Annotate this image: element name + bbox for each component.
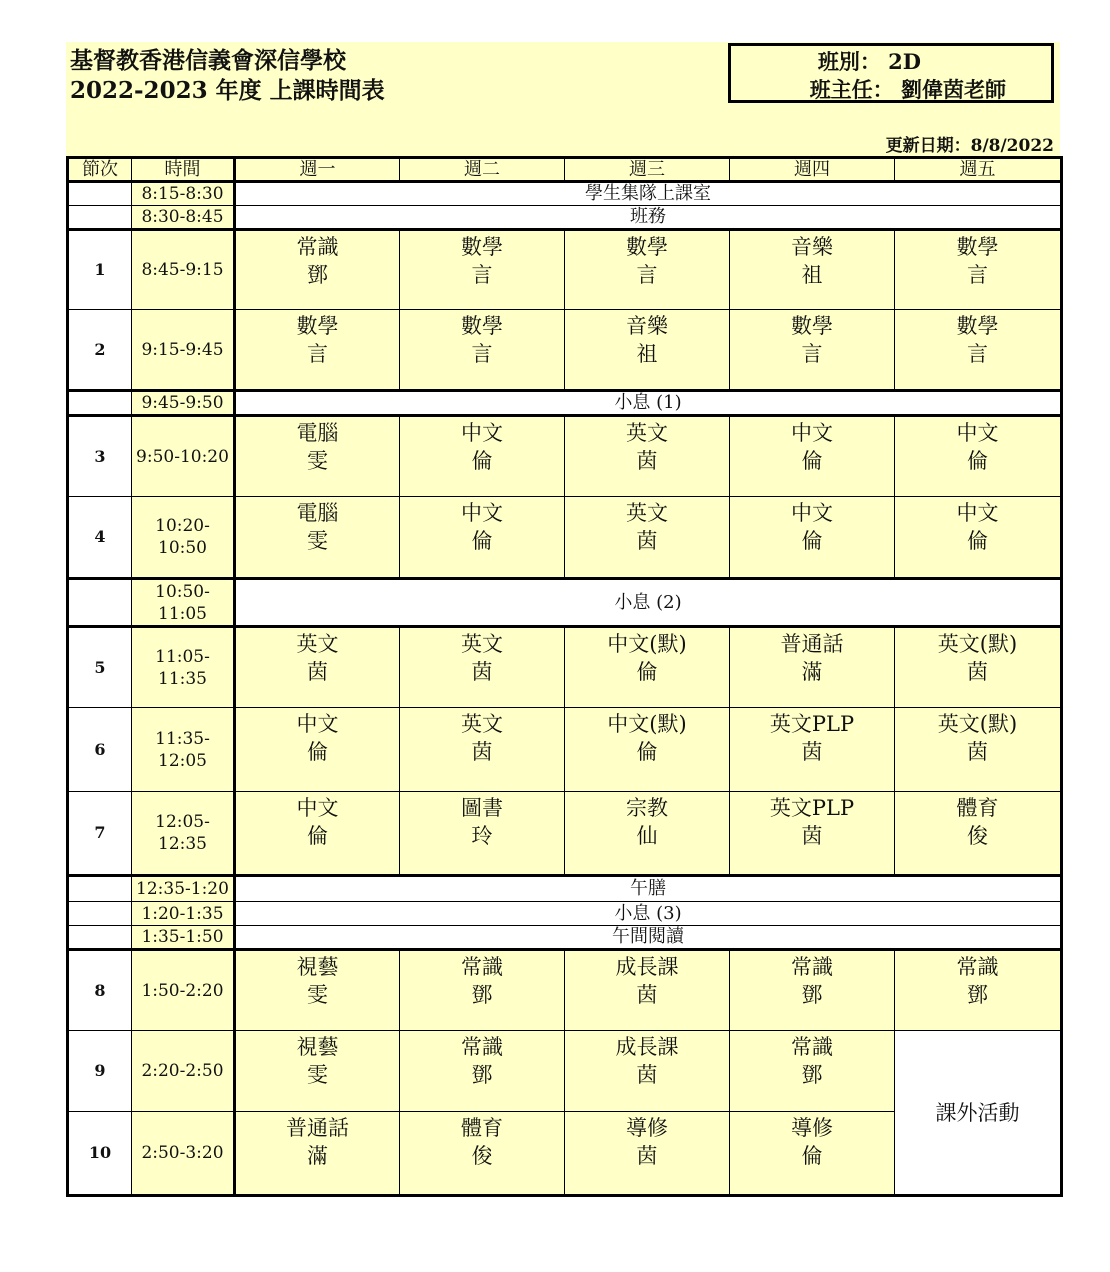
period-number <box>68 391 132 416</box>
extracurricular-cell: 課外活動 <box>895 1031 1062 1196</box>
lesson-cell <box>730 950 895 1031</box>
subject-name: 數學 <box>956 314 999 338</box>
class-name: 2D <box>888 49 921 74</box>
subject-name: 數學 <box>461 314 503 338</box>
lesson-cell <box>235 792 400 876</box>
teacher-name: 茵 <box>967 660 988 684</box>
timetable-header-row <box>68 158 1062 182</box>
subject-name: 常識 <box>461 955 503 979</box>
lesson-cell <box>400 950 565 1031</box>
teacher-name: 茵 <box>967 740 988 764</box>
teacher-name: 言 <box>967 342 988 366</box>
period-number: 1 <box>68 230 132 310</box>
lesson-cell <box>730 416 895 497</box>
break-row <box>68 876 1062 902</box>
period-number: 10 <box>68 1112 132 1196</box>
teacher-name: 言 <box>636 263 658 287</box>
break-label: 小息 (3) <box>235 902 1062 926</box>
teacher-name: 言 <box>307 342 328 366</box>
period-time: 9:45-9:50 <box>132 391 235 416</box>
period-time: 9:15-9:45 <box>132 310 235 391</box>
lesson-cell <box>730 1031 895 1112</box>
period-time: 11:35-12:05 <box>132 708 235 792</box>
lesson-cell <box>895 497 1062 579</box>
teacher-name: 倫 <box>636 660 658 684</box>
teacher-name: 言 <box>801 342 823 366</box>
subject-name: 英文 <box>461 712 503 736</box>
teacher-name: 茵 <box>636 1144 658 1168</box>
period-number: 5 <box>68 627 132 708</box>
teacher-name: 倫 <box>307 740 328 764</box>
lesson-row <box>68 416 1062 497</box>
lesson-row <box>68 1031 1062 1112</box>
class-label: 班別： <box>817 49 881 74</box>
teacher-name: 滿 <box>801 660 823 684</box>
lesson-cell <box>565 792 730 876</box>
lesson-cell <box>400 416 565 497</box>
period-number: 6 <box>68 708 132 792</box>
subject-name: 常識 <box>956 955 999 979</box>
break-label: 小息 (2) <box>235 579 1062 627</box>
subject-name: 中文 <box>956 501 999 525</box>
subject-name: 導修 <box>791 1116 833 1140</box>
period-number: 8 <box>68 950 132 1031</box>
period-time: 10:20-10:50 <box>132 497 235 579</box>
subject-name: 普通話 <box>780 632 844 656</box>
period-time: 1:20-1:35 <box>132 902 235 926</box>
lesson-cell <box>565 627 730 708</box>
period-number <box>68 926 132 950</box>
lesson-cell <box>235 1031 400 1112</box>
lesson-row <box>68 708 1062 792</box>
subject-name: 中文 <box>461 501 503 525</box>
teacher-name: 言 <box>471 342 493 366</box>
lesson-cell <box>565 416 730 497</box>
break-label: 班務 <box>235 206 1062 230</box>
subject-name: 中文(默) <box>607 712 687 736</box>
period-time: 2:20-2:50 <box>132 1031 235 1112</box>
teacher-name: 俊 <box>471 1144 493 1168</box>
lesson-cell <box>895 310 1062 391</box>
period-number: 3 <box>68 416 132 497</box>
lesson-row <box>68 497 1062 579</box>
teacher-name: 俊 <box>967 824 988 848</box>
lesson-cell <box>895 230 1062 310</box>
lesson-cell <box>895 792 1062 876</box>
subject-name: 英文(默) <box>937 632 1018 656</box>
subject-name: 英文 <box>296 632 339 656</box>
lesson-row <box>68 950 1062 1031</box>
teacher-name: 雯 <box>307 983 328 1007</box>
subject-name: 體育 <box>956 796 999 820</box>
subject-name: 中文 <box>296 712 339 736</box>
subject-name: 常識 <box>296 235 339 259</box>
school-name: 基督教香港信義會深信學校 <box>70 47 346 74</box>
teacher-name: 鄧 <box>801 1063 823 1087</box>
teacher-name: 雯 <box>307 1063 328 1087</box>
lesson-cell <box>730 708 895 792</box>
period-time: 1:50-2:20 <box>132 950 235 1031</box>
lesson-cell <box>565 1112 730 1196</box>
period-time: 12:05-12:35 <box>132 792 235 876</box>
lesson-cell <box>730 230 895 310</box>
subject-name: 數學 <box>956 235 999 259</box>
lesson-cell <box>895 627 1062 708</box>
subject-name: 常識 <box>791 1035 833 1059</box>
period-number: 4 <box>68 497 132 579</box>
teacher-name: 茵 <box>307 660 328 684</box>
lesson-cell <box>235 1112 400 1196</box>
timetable-title: 2022-2023 年度 上課時間表 <box>70 77 385 104</box>
teacher-name: 玲 <box>471 824 493 848</box>
period-number <box>68 182 132 206</box>
period-number <box>68 579 132 627</box>
subject-name: 數學 <box>461 235 503 259</box>
subject-name: 英文 <box>626 501 668 525</box>
period-time: 8:30-8:45 <box>132 206 235 230</box>
break-row <box>68 579 1062 627</box>
lesson-cell <box>730 627 895 708</box>
column-header: 節次 <box>68 158 132 182</box>
subject-name: 常識 <box>461 1035 503 1059</box>
school-title-block <box>70 46 385 106</box>
subject-name: 中文 <box>791 501 833 525</box>
column-header: 週三 <box>565 158 730 182</box>
subject-name: 圖書 <box>461 796 503 820</box>
break-label: 午膳 <box>235 876 1062 902</box>
break-row <box>68 902 1062 926</box>
teacher-name: 仙 <box>636 824 658 848</box>
lesson-cell <box>400 1112 565 1196</box>
lesson-cell <box>400 310 565 391</box>
lesson-cell <box>565 310 730 391</box>
class-line <box>818 48 921 75</box>
subject-name: 音樂 <box>626 314 668 338</box>
teacher-name: 鄧 <box>307 263 328 287</box>
period-number <box>68 206 132 230</box>
period-time: 8:15-8:30 <box>132 182 235 206</box>
period-time: 2:50-3:20 <box>132 1112 235 1196</box>
lesson-cell <box>400 230 565 310</box>
lesson-cell <box>565 950 730 1031</box>
break-label: 學生集隊上課室 <box>235 182 1062 206</box>
period-number: 2 <box>68 310 132 391</box>
timetable <box>66 156 1063 1197</box>
teacher-name: 倫 <box>307 824 328 848</box>
teacher-name: 滿 <box>307 1144 328 1168</box>
subject-name: 中文(默) <box>607 632 687 656</box>
lesson-cell <box>730 497 895 579</box>
teacher-name: 言 <box>967 263 988 287</box>
period-time: 8:45-9:15 <box>132 230 235 310</box>
lesson-cell <box>895 950 1062 1031</box>
period-number: 7 <box>68 792 132 876</box>
break-row <box>68 926 1062 950</box>
lesson-cell <box>235 230 400 310</box>
teacher-name: 雯 <box>307 529 328 553</box>
lesson-cell <box>895 708 1062 792</box>
subject-name: 英文 <box>626 421 668 445</box>
teacher-name: 茵 <box>636 449 658 473</box>
column-header: 週五 <box>895 158 1062 182</box>
column-header: 週一 <box>235 158 400 182</box>
column-header: 週四 <box>730 158 895 182</box>
class-teacher-label: 班主任： <box>809 77 894 102</box>
lesson-cell <box>235 310 400 391</box>
teacher-name: 言 <box>471 263 493 287</box>
period-time: 11:05-11:35 <box>132 627 235 708</box>
teacher-name: 祖 <box>636 342 658 366</box>
teacher-name: 祖 <box>801 263 823 287</box>
subject-name: 英文PLP <box>769 796 855 820</box>
subject-name: 英文 <box>461 632 503 656</box>
break-row <box>68 182 1062 206</box>
lesson-cell <box>730 310 895 391</box>
period-number <box>68 876 132 902</box>
teacher-name: 倫 <box>801 1144 823 1168</box>
lesson-row <box>68 792 1062 876</box>
subject-name: 中文 <box>956 421 999 445</box>
lesson-cell <box>400 1031 565 1112</box>
teacher-name: 鄧 <box>471 1063 493 1087</box>
lesson-cell <box>565 708 730 792</box>
lesson-row <box>68 230 1062 310</box>
lesson-cell <box>235 416 400 497</box>
period-time: 9:50-10:20 <box>132 416 235 497</box>
update-date: 更新日期：8/8/2022 <box>885 136 1054 156</box>
subject-name: 導修 <box>626 1116 668 1140</box>
period-number: 9 <box>68 1031 132 1112</box>
subject-name: 體育 <box>461 1116 503 1140</box>
teacher-name: 倫 <box>471 449 493 473</box>
lesson-cell <box>730 792 895 876</box>
subject-name: 數學 <box>791 314 833 338</box>
subject-name: 英文PLP <box>769 712 855 736</box>
break-label: 午間閱讀 <box>235 926 1062 950</box>
subject-name: 中文 <box>461 421 503 445</box>
period-number <box>68 902 132 926</box>
period-time: 12:35-1:20 <box>132 876 235 902</box>
subject-name: 視藝 <box>296 955 339 979</box>
subject-name: 中文 <box>791 421 833 445</box>
lesson-cell <box>565 230 730 310</box>
lesson-cell <box>235 627 400 708</box>
teacher-name: 倫 <box>967 449 988 473</box>
lesson-cell <box>400 497 565 579</box>
subject-name: 普通話 <box>286 1116 349 1140</box>
teacher-name: 茵 <box>636 1063 658 1087</box>
class-teacher-line <box>810 76 1006 103</box>
teacher-name: 倫 <box>801 449 823 473</box>
lesson-cell <box>400 792 565 876</box>
subject-name: 宗教 <box>626 796 668 820</box>
teacher-name: 鄧 <box>471 983 493 1007</box>
subject-name: 常識 <box>791 955 833 979</box>
subject-name: 成長課 <box>615 955 679 979</box>
lesson-cell <box>235 950 400 1031</box>
teacher-name: 鄧 <box>967 983 988 1007</box>
teacher-name: 鄧 <box>801 983 823 1007</box>
teacher-name: 倫 <box>967 529 988 553</box>
period-time: 10:50-11:05 <box>132 579 235 627</box>
lesson-cell <box>400 627 565 708</box>
teacher-name: 倫 <box>471 529 493 553</box>
lesson-row <box>68 310 1062 391</box>
teacher-name: 茵 <box>801 824 823 848</box>
break-row <box>68 391 1062 416</box>
column-header: 週二 <box>400 158 565 182</box>
subject-name: 電腦 <box>296 501 339 525</box>
teacher-name: 茵 <box>636 983 658 1007</box>
break-row <box>68 206 1062 230</box>
lesson-cell <box>895 416 1062 497</box>
teacher-name: 倫 <box>801 529 823 553</box>
lesson-cell <box>730 1112 895 1196</box>
teacher-name: 茵 <box>471 660 493 684</box>
subject-name: 中文 <box>296 796 339 820</box>
teacher-name: 雯 <box>307 449 328 473</box>
lesson-cell <box>235 497 400 579</box>
subject-name: 音樂 <box>791 235 833 259</box>
teacher-name: 倫 <box>636 740 658 764</box>
subject-name: 電腦 <box>296 421 339 445</box>
teacher-name: 茵 <box>636 529 658 553</box>
column-header: 時間 <box>132 158 235 182</box>
subject-name: 英文(默) <box>937 712 1018 736</box>
teacher-name: 茵 <box>471 740 493 764</box>
class-info-box <box>728 43 1054 103</box>
lesson-cell <box>400 708 565 792</box>
subject-name: 數學 <box>296 314 339 338</box>
subject-name: 成長課 <box>615 1035 679 1059</box>
lesson-row <box>68 627 1062 708</box>
teacher-name: 茵 <box>801 740 823 764</box>
subject-name: 視藝 <box>296 1035 339 1059</box>
lesson-cell <box>565 497 730 579</box>
break-label: 小息 (1) <box>235 391 1062 416</box>
subject-name: 數學 <box>626 235 668 259</box>
lesson-cell <box>235 708 400 792</box>
period-time: 1:35-1:50 <box>132 926 235 950</box>
class-teacher-name: 劉偉茵老師 <box>901 77 1006 102</box>
timetable-header <box>66 42 1060 156</box>
lesson-cell <box>565 1031 730 1112</box>
